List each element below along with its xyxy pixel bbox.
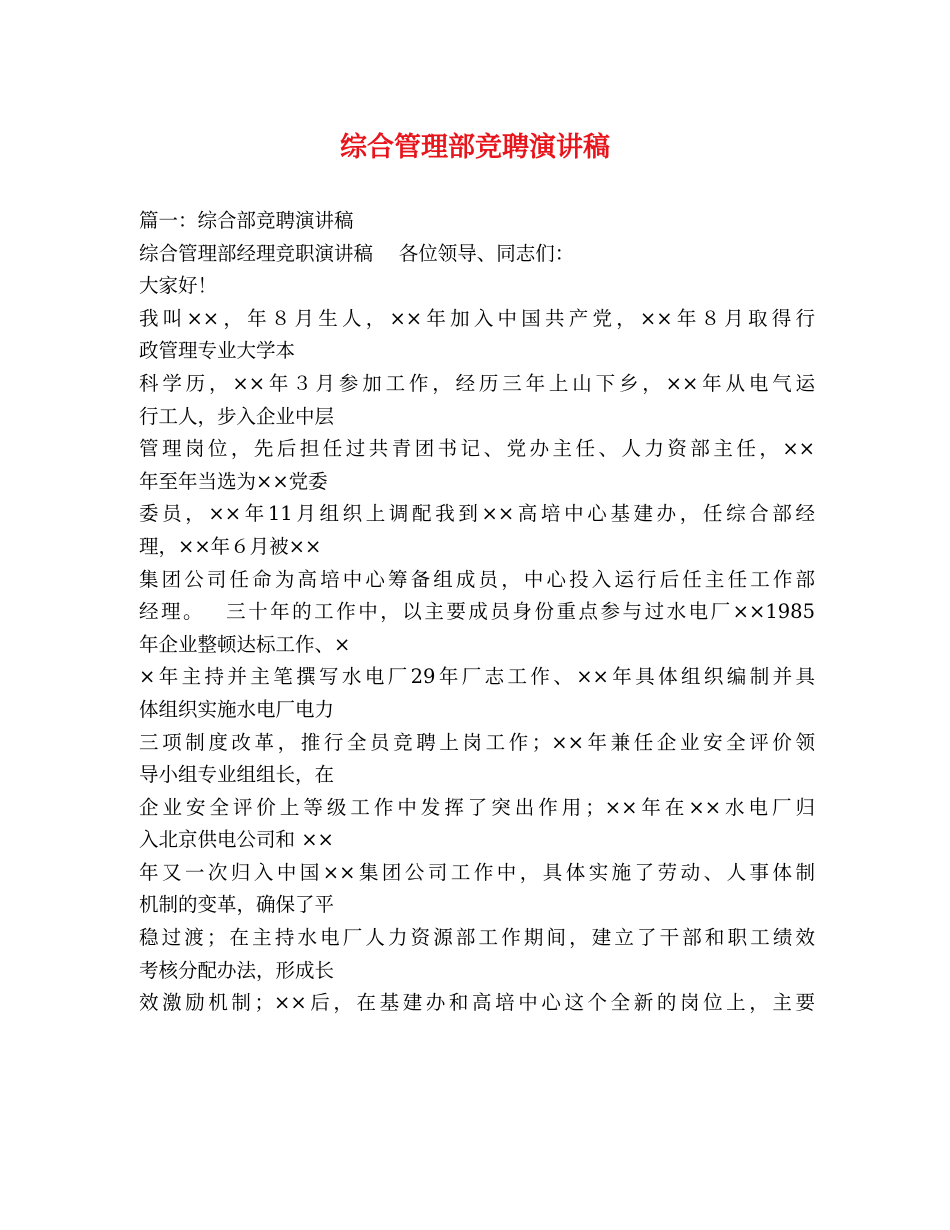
body-line: 企业安全评价上等级工作中发挥了突出作用；××年在××水电厂归 [139,795,815,819]
document-body [139,205,815,1020]
body-line: 管理岗位，先后担任过共青团书记、党办主任、人力资部主任，×× [139,437,815,461]
body-line: 集团公司任命为高培中心筹备组成员，中心投入运行后任主任工作部 [139,567,815,591]
body-line: ×年主持并主笔撰写水电厂29年厂志工作、××年具体组织编制并具 [139,665,815,689]
body-line: 政管理专业大学本 [139,339,296,363]
body-line: 效激励机制；××后，在基建办和高培中心这个全新的岗位上，主要 [139,991,815,1015]
body-line: 体组织实施水电厂电力 [139,697,335,721]
body-line: 年企业整顿达标工作、× [139,632,351,656]
body-line: 稳过渡；在主持水电厂人力资源部工作期间，建立了干部和职工绩效 [139,926,815,950]
body-line: 篇一：综合部竞聘演讲稿 [139,209,354,232]
body-line: 机制的变革，确保了平 [139,893,335,917]
body-line: 入北京供电公司和 ×× [139,828,334,852]
body-line: 考核分配办法，形成长 [139,958,335,982]
body-line: 科学历，××年３月参加工作，经历三年上山下乡，××年从电气运 [139,371,815,395]
body-line: 我叫××，年８月生人，××年加入中国共产党，××年８月取得行 [139,306,815,330]
body-line: 年至年当选为××党委 [139,469,328,493]
body-line: 综合管理部经理竞职演讲稿 各位领导、同志们： [139,241,575,265]
body-line: 经理。 三十年的工作中，以主要成员身份重点参与过水电厂××1985 [139,600,815,624]
body-line: 委员，××年11月组织上调配我到××高培中心基建办，任综合部经 [139,502,815,526]
body-line: 理，××年６月被×× [139,534,322,558]
body-line: 导小组专业组组长，在 [139,763,335,787]
body-line: 行工人，步入企业中层 [139,404,335,428]
body-line: 年又一次归入中国××集团公司工作中，具体实施了劳动、人事体制 [139,860,815,884]
body-line: 大家好！ [139,274,218,298]
document-title: 综合管理部竞聘演讲稿 [340,132,610,163]
body-line: 三项制度改革，推行全员竞聘上岗工作；××年兼任企业安全评价领 [139,730,815,754]
